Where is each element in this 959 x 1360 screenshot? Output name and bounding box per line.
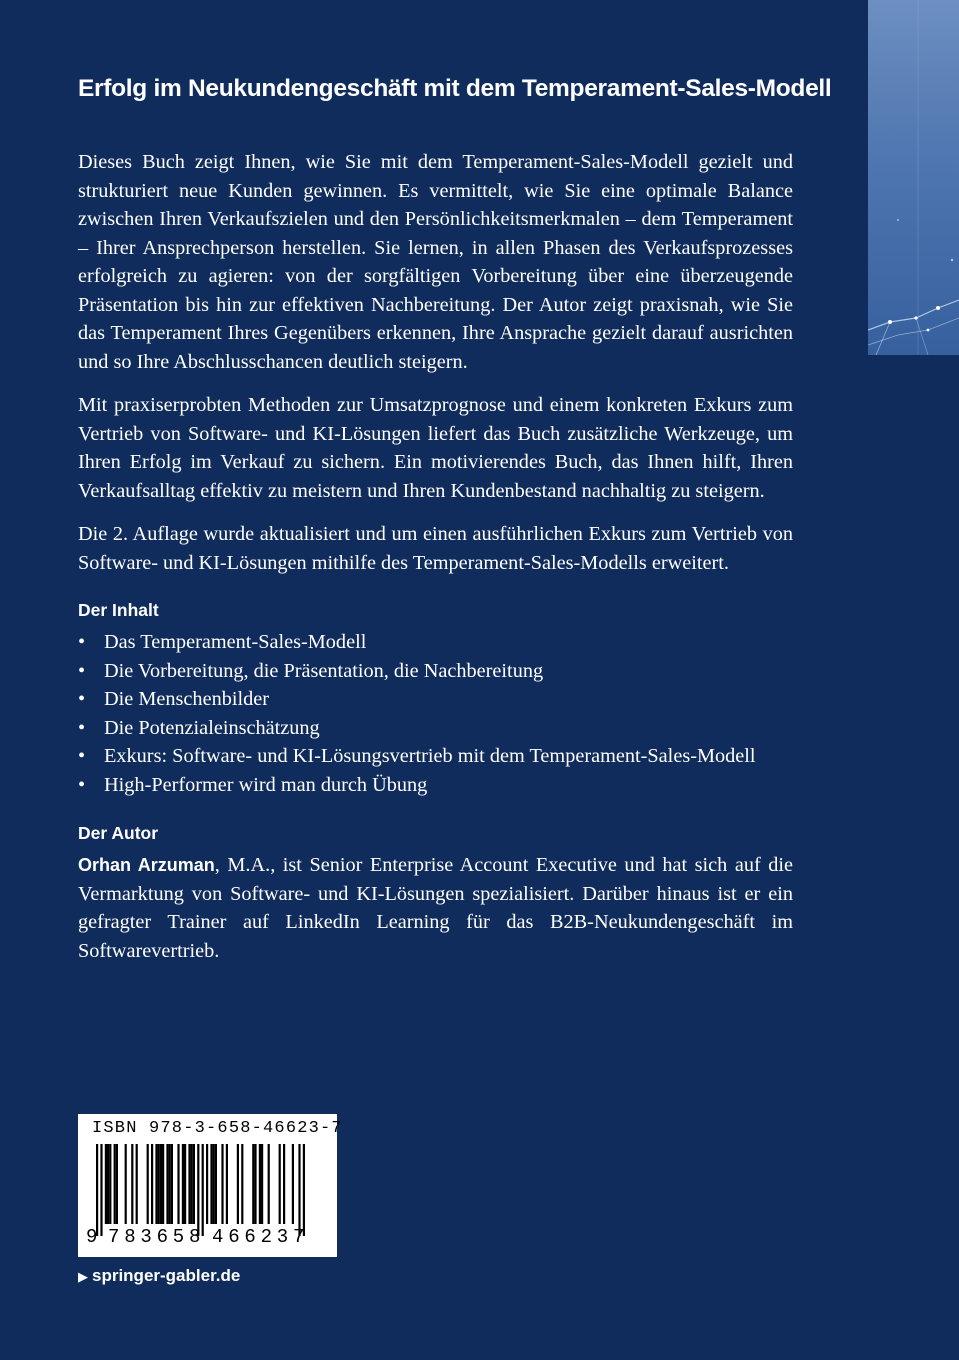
barcode-bar (169, 1144, 171, 1224)
barcode-bar (131, 1144, 133, 1224)
contents-heading: Der Inhalt (78, 600, 159, 620)
barcode-bar (193, 1144, 195, 1224)
barcode-guard-bar (202, 1144, 204, 1236)
barcode-bar (136, 1144, 138, 1224)
barcode-bar (252, 1144, 254, 1224)
barcode-bar (221, 1144, 223, 1224)
barcode-guard-bar (96, 1144, 98, 1236)
bullet-icon: • (78, 659, 86, 682)
barcode-bar (171, 1144, 173, 1224)
barcode-bar (160, 1144, 162, 1224)
barcode-bar (279, 1144, 281, 1224)
list-item: • Die Menschenbilder (78, 685, 793, 714)
bullet-icon: • (78, 688, 86, 710)
description-paragraph-2: Mit praxiserprobten Methoden zur Umsatzprognose und einem konkreten Exkurs zum Vertrieb von Software- und KI-Lösungen liefert das Buch zusätzliche Werkzeuge, um Ihren Erfolg im Verkauf zu sichern. Ein motivierendes Buch, das Ihnen hilft, Ihren Verkaufsalltag effektiv zu meistern und Ihren Kundenbestand nachhaltig zu steigern. (78, 394, 793, 502)
ean-right-digits: 466237 (212, 1226, 310, 1248)
website-url: springer-gabler.de (92, 1266, 241, 1285)
list-item: • Die Potenzialeinschätzung (78, 714, 793, 743)
barcode-bar (155, 1144, 157, 1224)
list-item: • High-Performer wird man durch Übung (78, 771, 793, 800)
barcode-bar (162, 1144, 164, 1224)
barcode-bar (184, 1144, 186, 1224)
list-item: • Exkurs: Software- und KI-Lösungsvertrieb mit dem Temperament-Sales-Modell (78, 742, 793, 771)
cover-decoration-strip (868, 0, 959, 355)
barcode-bar (151, 1144, 153, 1224)
isbn-barcode (78, 1114, 343, 1257)
barcode-bar (210, 1144, 212, 1224)
barcode-bar (182, 1144, 184, 1224)
author-bio (78, 851, 793, 965)
barcode-guard-bar (100, 1144, 102, 1236)
ean-first-digit: 9 (86, 1226, 98, 1248)
barcode-bar (116, 1144, 118, 1224)
barcode-bar (215, 1144, 217, 1224)
barcode-bar (158, 1144, 160, 1224)
barcode-bar (283, 1144, 285, 1224)
author-name: Orhan Arzuman (78, 855, 215, 875)
barcode-bar (259, 1144, 261, 1224)
barcode-bar (241, 1144, 243, 1224)
barcode-bar (292, 1144, 294, 1224)
author-bio-text: , M.A., ist Senior Enterprise Account Executive und hat sich auf die Vermarktung von Software- und KI-Lösungen spezialisiert. Darüber hinaus ist er ein gefragter Trainer auf LinkedIn Learning für das B2B-Neukundengeschäft im Softwarevertrieb. (78, 854, 794, 962)
barcode-bar (226, 1144, 228, 1224)
back-cover-text (78, 72, 832, 980)
bullet-icon: • (78, 773, 86, 796)
publisher-website[interactable] (78, 1266, 240, 1286)
barcode-guard-bar (303, 1144, 305, 1236)
arrow-right-icon: ▶ (78, 1269, 88, 1284)
barcode-bar (261, 1144, 263, 1224)
barcode-guard-bar (298, 1144, 300, 1236)
barcode-guard-bar (197, 1144, 199, 1236)
barcode-bar (213, 1144, 215, 1224)
ean-left-digits: 783658 (108, 1226, 206, 1248)
list-item: • Die Vorbereitung, die Präsentation, die Nachbereitung (78, 657, 793, 686)
barcode-bar (109, 1144, 111, 1224)
book-title: Erfolg im Neukundengeschäft mit dem Temperament-Sales-Modell (78, 75, 832, 102)
barcode-bar (188, 1144, 190, 1224)
barcode-bar (105, 1144, 107, 1224)
barcode-bar (237, 1144, 239, 1224)
barcode-bars (96, 1144, 316, 1236)
barcode-bar (206, 1144, 208, 1224)
barcode-bar (107, 1144, 109, 1224)
barcode-bar (147, 1144, 149, 1224)
barcode-bar (166, 1144, 168, 1224)
bullet-icon: • (78, 631, 86, 653)
barcode-bar (254, 1144, 256, 1224)
contents-list (78, 628, 793, 799)
description-paragraph-1: Dieses Buch zeigt Ihnen, wie Sie mit dem Temperament-Sales-Modell gezielt und strukturiert neue Kunden gewinnen. Es vermittelt, wie Sie eine optimale Balance zwischen Ihren Verkaufszielen und den Persönlichkeitsmerkmalen – dem Temperament – Ihrer Ansprechperson herstellen. Sie lernen, in allen Phasen des Verkaufsprozesses erfolgreich zu agieren: von der sorgfältigen Vorbereitung über eine überzeugende Präsentation bis hin zur effektiven Nachbereitung. Der Autor zeigt praxisnah, wie Sie das Temperament Ihres Gegenübers erkennen, Ihre Ansprache gezielt darauf ausrichten und so Ihre Abschlusschancen deutlich steigern. (78, 151, 793, 373)
barcode-bar (114, 1144, 116, 1224)
edition-note: Die 2. Auflage wurde aktualisiert und um einen ausführlichen Exkurs zum Vertrieb von Software- und KI-Lösungen mithilfe des Temperament-Sales-Modells erweitert. (78, 523, 793, 574)
barcode-bar (177, 1144, 179, 1224)
isbn-label: ISBN 978-3-658-46623-7 (92, 1119, 343, 1138)
author-heading: Der Autor (78, 823, 159, 843)
bullet-icon: • (78, 745, 86, 767)
network-graphic (868, 0, 959, 355)
bullet-icon: • (78, 716, 86, 739)
barcode-bar (268, 1144, 270, 1224)
list-item: • Das Temperament-Sales-Modell (78, 628, 793, 657)
barcode-bar (191, 1144, 193, 1224)
barcode-bar (125, 1144, 127, 1224)
